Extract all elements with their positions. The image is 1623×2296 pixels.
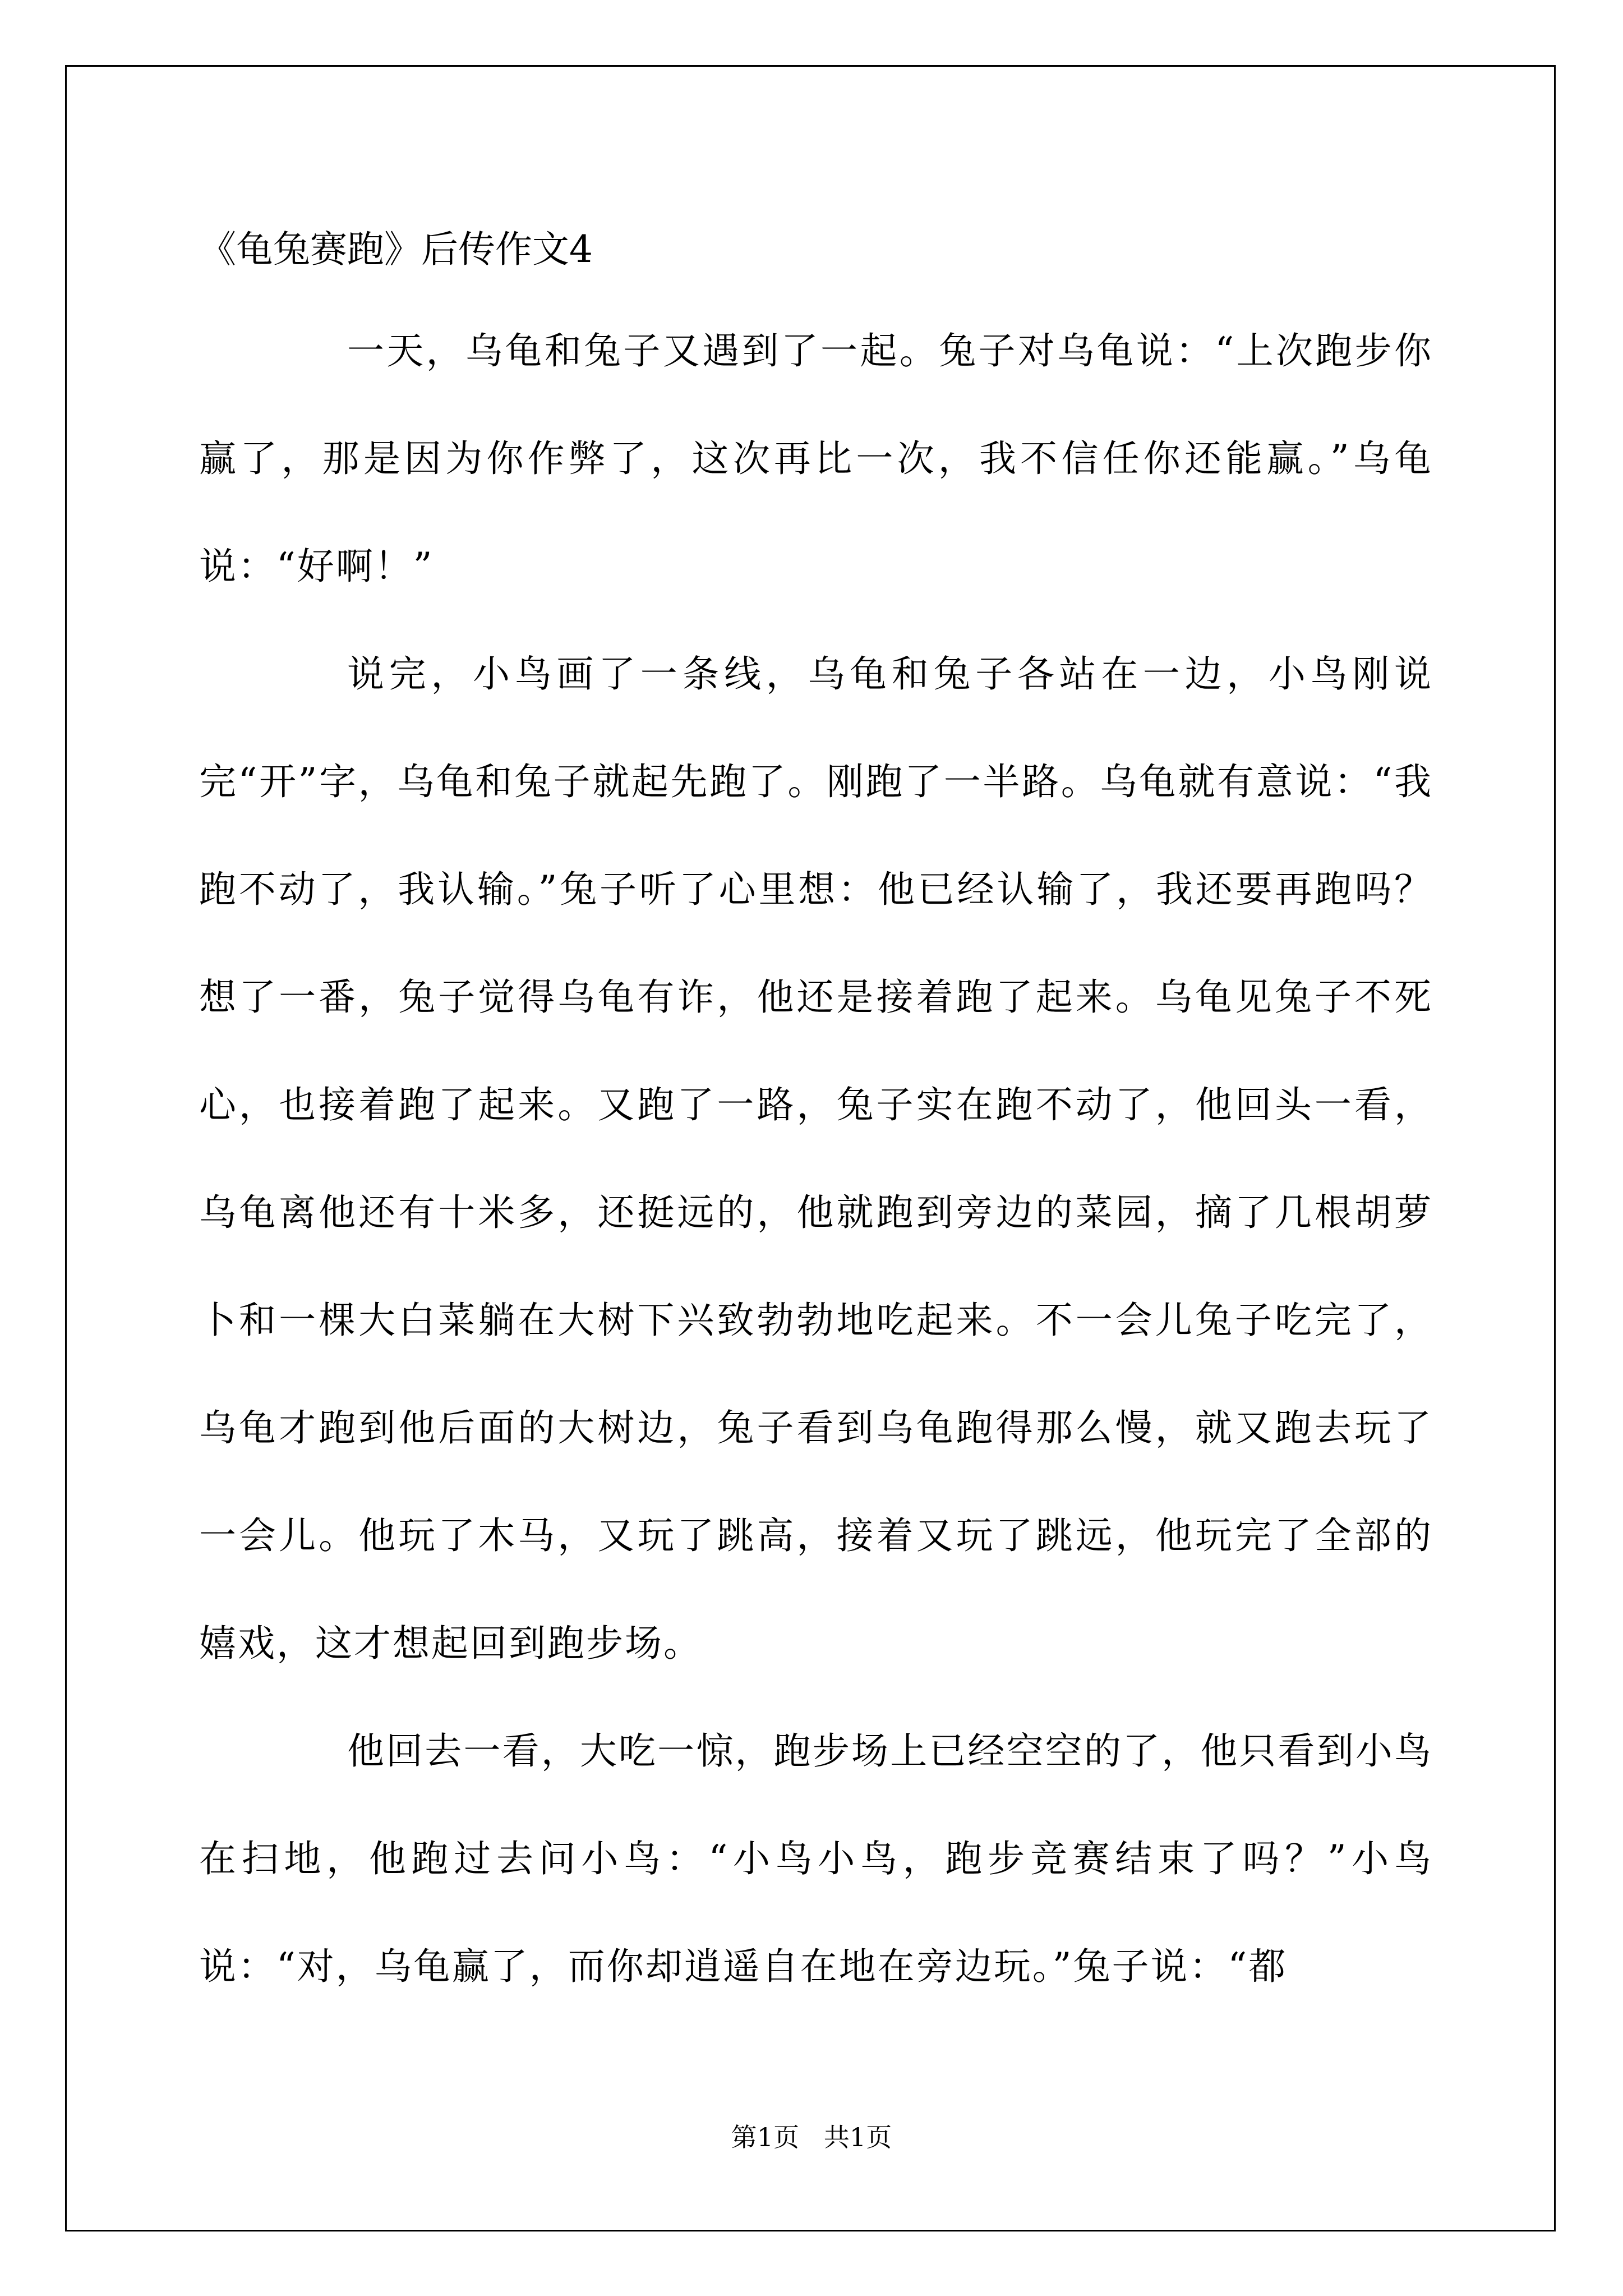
paragraph-2: 说完，小鸟画了一条线，乌龟和兔子各站在一边，小鸟刚说完“开”字，乌龟和兔子就起先跑了。刚跑了一半路。乌龟就有意说：“我跑不动了，我认输。”兔子听了心里想：他已经认输了，我还要再跑吗？想了一番，兔子觉得乌龟有诈，他还是接着跑了起来。乌龟见兔子不死心，也接着跑了起来。又跑了一路，兔子实在跑不动了，他回头一看，乌龟离他还有十米多，还挺远的，他就跑到旁边的菜园，摘了几根胡萝卜和一棵大白菜躺在大树下兴致勃勃地吃起来。不一会儿兔子吃完了，乌龟才跑到他后面的大树边，兔子看到乌龟跑得那么慢，就又跑去玩了一会儿。他玩了木马，又玩了跳高，接着又玩了跳远，他玩完了全部的嬉戏，这才想起回到跑步场。 [199,652,1433,1665]
paragraph-1: 一天，乌龟和兔子又遇到了一起。兔子对乌龟说：“上次跑步你赢了，那是因为你作弊了，这次再比一次，我不信任你还能赢。”乌龟说：“好啊！” [199,329,1433,588]
paragraph-3: 他回去一看，大吃一惊，跑步场上已经空空的了，他只看到小鸟在扫地，他跑过去问小鸟：“小鸟小鸟，跑步竞赛结束了吗？”小鸟说：“对，乌龟赢了，而你却逍遥自在地在旁边玩。”兔子说：“都 [199,1729,1433,1988]
document-body [199,297,1433,2021]
page-number-footer: 第1页 共1页 [731,2122,892,2152]
document-title: 《龟兔赛跑》后传作文4 [199,228,593,271]
